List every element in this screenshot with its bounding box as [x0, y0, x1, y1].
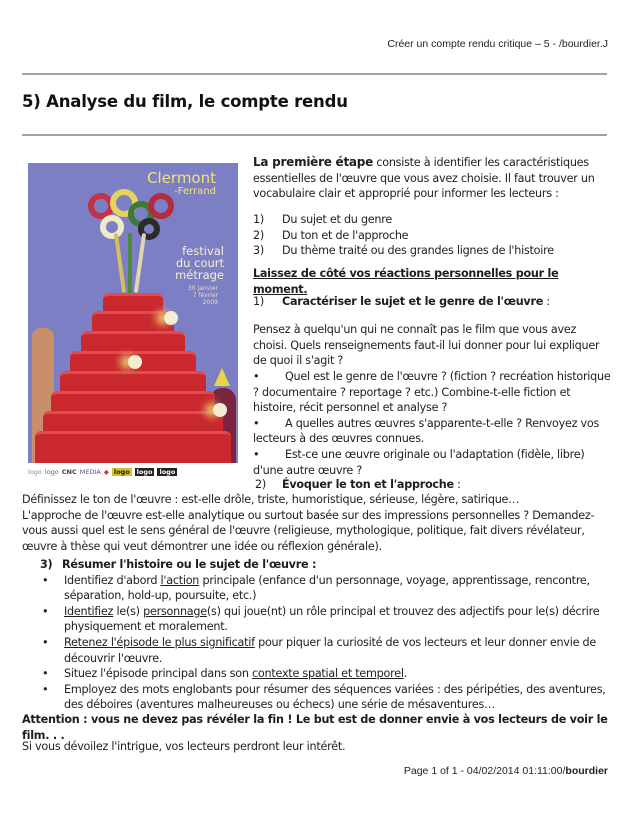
festival-poster-image: [28, 163, 238, 463]
attention-note: Attention : vous ne devez pas révéler la fin ! Le but est de donner envie à vos lecteurs de voir le film. . .: [22, 713, 608, 742]
top-divider: [22, 73, 607, 75]
running-header: Créer un compte rendu critique – 5 - /bourdier.J: [387, 38, 608, 50]
list-item: • Retenez l'épisode le plus significatif pour piquer la curiosité de vos lecteurs et leur donner envie de découvrir l'œuvre.: [42, 635, 597, 665]
list-item: • Identifiez le(s) personnage(s) qui joue(nt) un rôle principal et trouvez des adjectifs pour le(s) décrire physiquement et moralement.: [42, 604, 600, 634]
intro-numbered-list: [253, 212, 613, 259]
list-item: • A quelles autres œuvres s'apparente-t-elle ? Renvoyez vos lecteurs à des œuvres connues.: [253, 416, 600, 446]
part3-section: [40, 557, 610, 713]
part1-heading: 1) Caractériser le sujet et le genre de l'œuvre :: [253, 295, 550, 308]
personal-reactions-warning: Laissez de côté vos réactions personnelles pour le moment.: [253, 267, 559, 296]
poster-dates: 30 janvier 7 février 2009: [187, 285, 218, 306]
list-item: 1) Du sujet et du genre: [253, 213, 392, 226]
list-item: 2) Du ton et de l'approche: [253, 228, 409, 242]
intro-paragraph: La première étape consiste à identifier les caractéristiques essentielles de l'œuvre que vous avez choisie. Il faut trouver un vocabulaire clair et approprié pour informer les lecteurs :: [253, 155, 595, 201]
poster-city: Clermont -Ferrand: [147, 169, 216, 197]
list-item: • Employez des mots englobants pour résumer des séquences variées : des péripéties, des aventures, des déboires (aventures malheureuses ou échecs) une série de mésaventures…: [42, 682, 606, 712]
list-item: • Identifiez d'abord l'action principale (enfance d'un personnage, voyage, apprentissage, rencontre, séparation, hold-up, poursuite, etc.): [42, 573, 590, 603]
spoiler-note: Si vous dévoilez l'intrigue, vos lecteurs perdront leur intérêt.: [22, 740, 346, 753]
part1-bullets: [253, 369, 613, 478]
part3-heading: 3) Résumer l'histoire ou le sujet de l'œuvre :: [40, 558, 317, 571]
list-item: • Quel est le genre de l'œuvre ? (fiction ? recréation historique ? documentaire ? reportage ? etc.) Combine-t-elle fiction et histoire, récit personnel et analyse ?: [253, 370, 611, 415]
lamp-icon: [213, 403, 227, 417]
list-item: • Est-ce une œuvre originale ou l'adaptation (fidèle, libre) d'une autre œuvre ?: [253, 447, 585, 477]
ring-icon: [148, 193, 174, 219]
sponsor-logos: logo logo CNC MEDIA ◆ logo logo logo: [28, 468, 176, 476]
list-item: 3) Du thème traité ou des grandes lignes de l'histoire: [253, 244, 554, 258]
title-divider: [22, 134, 607, 136]
lamp-icon: [164, 311, 178, 325]
part2-body: Définissez le ton de l'œuvre : est-elle drôle, triste, humoristique, sérieuse, légère, satirique… L'approche de l'œuvre est-elle analytique ou surtout basée sur des impressions personnelles ? Demandez-vous aussi quel est le sens général de l'œuvre (religieuse, mythologique, politique, fait divers révélateur, œuvre à thèse qui veut démontrer une idée ou réflexion générale).: [22, 493, 595, 553]
list-item: • Situez l'épisode principal dans son contexte spatial et temporel.: [42, 667, 408, 681]
page-title: 5) Analyse du film, le compte rendu: [22, 92, 348, 111]
lamp-icon: [128, 355, 142, 369]
ring-icon: [100, 215, 124, 239]
part2-heading: 2) Évoquer le ton et l'approche :: [255, 478, 461, 491]
part1-paragraph: Pensez à quelqu'un qui ne connaît pas le film que vous avez choisi. Quels renseignements faut-il lui donner pour lui expliquer de quoi il s'agit ?: [253, 323, 600, 368]
poster-festival-title: festival du court métrage: [175, 244, 224, 282]
crown-icon: [214, 368, 230, 386]
page-footer: Page 1 of 1 - 04/02/2014 01:11:00/bourdier: [403, 765, 608, 777]
